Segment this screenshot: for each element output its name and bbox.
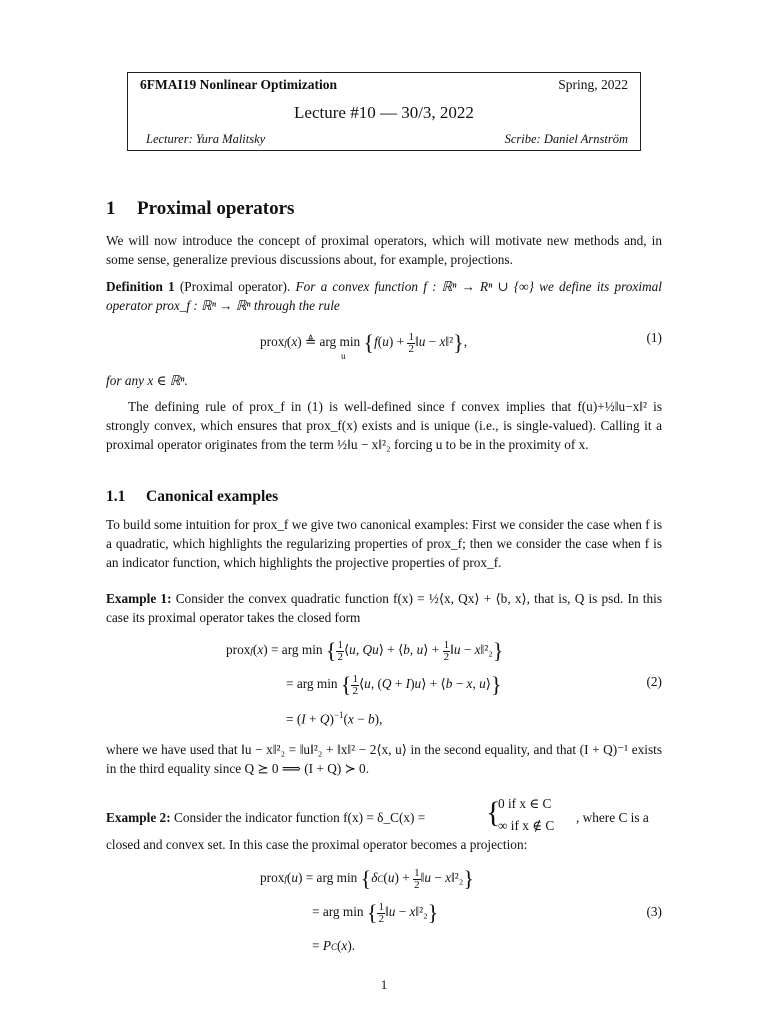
section-heading [106, 198, 294, 220]
defining-rule-paragraph: The defining rule of prox_f in (1) is well-defined since f convex implies that f(u)+½‖u−x‖² is strongly convex, which ensures that prox_f(x) exists and is unique (i.e., is single-valued). Calling it a proximal operator originates from the term ½‖u − x‖²₂ forcing u to be in the proximity of x. [106, 399, 662, 452]
lecture-title: Lecture #10 — 30/3, 2022 [294, 103, 474, 122]
example-1-after: where we have used that ‖u − x‖²₂ = ‖u‖²₂ + ‖x‖² − 2⟨x, u⟩ in the second equality, and that (I + Q)⁻¹ exists in the third equality since Q ⪰ 0 ⟹ (I + Q) ≻ 0. [106, 742, 662, 776]
example-2-intro [106, 810, 425, 826]
case-1: 0 if x ∈ C [498, 796, 552, 811]
equation-number: (2) [646, 674, 662, 689]
canonical-paragraph: To build some intuition for prox_f we give two canonical examples: First we consider the case when f is a quadratic, which highlights the regularizing properties of prox_f; then we consider the case when f is an indicator function, which highlights the projective properties of prox_f. [106, 517, 662, 570]
argmin-subscript: u [341, 351, 346, 361]
course-title: 6FMAI19 Nonlinear Optimization [140, 77, 337, 92]
equation-number: (1) [646, 330, 662, 345]
example-1-text: Consider the convex quadratic function f(x) = ½⟨x, Qx⟩ + ⟨b, x⟩, that is, Q is psd. In this case its proximal operator takes the closed form [106, 591, 662, 625]
definition-label: Definition 1 [106, 279, 175, 294]
subsection-number: 1.1 [106, 488, 126, 505]
subsection-title: Canonical examples [146, 488, 279, 505]
subsection-heading [106, 488, 278, 506]
equation-1 [106, 330, 662, 370]
equation-3-line-1: proxf(u) = arg min {δC(u) + $\frac{1}{2}$ ‖u − x‖²₂} [260, 866, 474, 891]
example-2-text-3: closed and convex set. In this case the proximal operator becomes a projection: [106, 837, 528, 852]
term: Spring, 2022 [558, 77, 628, 92]
lecture-header-box [127, 72, 641, 151]
cases-brace: { [486, 796, 501, 829]
section-title: Proximal operators [137, 198, 295, 219]
equation-3-line-3: = PC(x). [312, 938, 356, 953]
equation-2-line-2: = arg min { $\frac{1}{2}$ ⟨u, (Q + I)u⟩ + ⟨b − x, u⟩} [286, 672, 502, 697]
intro-paragraph: We will now introduce the concept of proximal operators, which will motivate new methods and, in some sense, generalize previous discussions about, for example, projections. [106, 233, 662, 267]
case-2: ∞ if x ∉ C [498, 818, 555, 833]
example-2-block [106, 796, 662, 840]
example-1-label: Example 1: [106, 591, 172, 606]
page-number: 1 [380, 977, 388, 992]
example-2-text: Consider the indicator function f(x) = δ_C(x) = [173, 810, 426, 825]
definition-block [106, 278, 662, 316]
definition-text: For a convex function f : ℝⁿ → Rⁿ ∪ {∞} we define its proximal operator prox_f : ℝⁿ → ℝⁿ through the rule [106, 279, 662, 313]
equation-1-body: proxf(x) ≜ arg min {f(u) + $\frac{1}{2}$ ‖u − x‖²}, [260, 330, 468, 355]
equation-2-line-3: = $(I + Q)^{-1}(x - b)$, [286, 710, 383, 727]
example-2-label: Example 2: [106, 810, 171, 825]
section-number: 1 [106, 198, 116, 219]
example-1-block [106, 590, 662, 628]
equation-3-line-2: = arg min { $\frac{1}{2}$ ‖u − x‖²₂} [312, 900, 439, 925]
equation-2 [106, 638, 662, 734]
equation-2-line-1: proxf(x) = arg min { $\frac{1}{2}$ ⟨u, Qu⟩ + ⟨b, u⟩ + $\frac{1}{2}$ ‖u − x‖²₂} [226, 638, 504, 663]
equation-3 [106, 866, 662, 962]
lecturer: Lecturer: Yura Malitsky [146, 132, 266, 146]
scribe: Scribe: Daniel Arnström [504, 132, 628, 146]
definition-name: (Proximal operator). [179, 279, 291, 294]
equation-number: (3) [646, 904, 662, 919]
definition-after: for any x ∈ ℝⁿ. [106, 373, 188, 388]
example-2-text-2: , where C is a [576, 810, 649, 825]
